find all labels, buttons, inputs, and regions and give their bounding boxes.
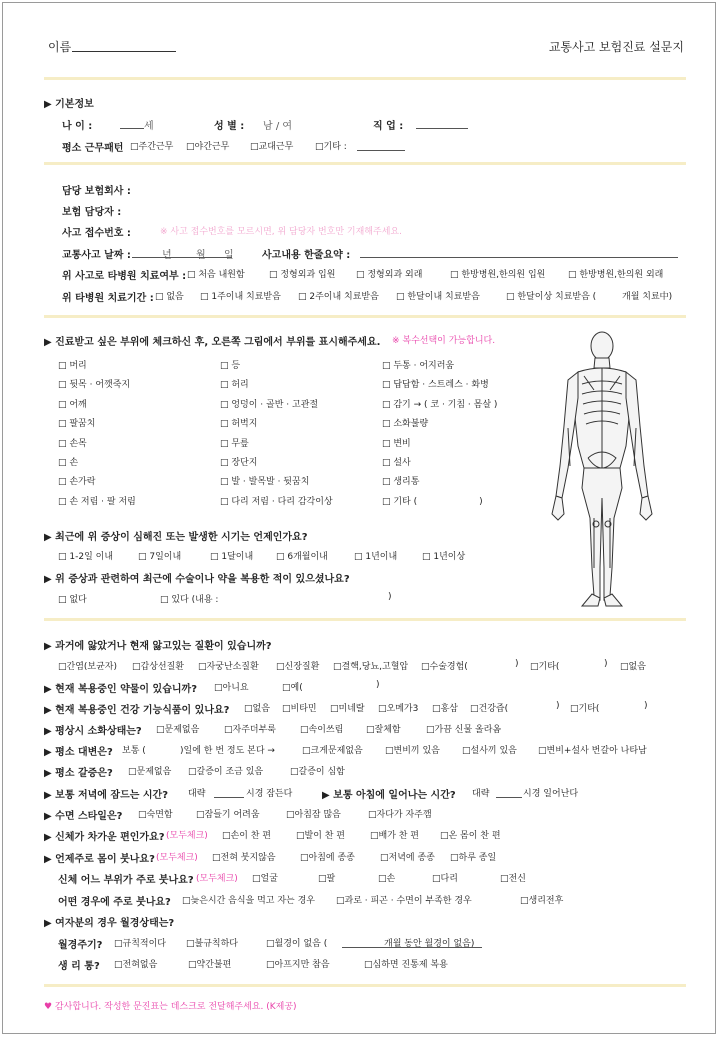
symptom-column-2	[220, 357, 333, 512]
stool-option[interactable]: □크게문제없음	[302, 746, 363, 756]
supplement-question: ▶ 현재 복용중인 건강 기능식품이 있나요?	[44, 705, 230, 716]
symptom-option[interactable]: □ 뒷목 · 어깻죽지	[58, 380, 131, 391]
cold-option[interactable]: □온 몸이 찬 편	[440, 831, 501, 841]
symptom-option[interactable]: □ 장단지	[220, 458, 258, 469]
age-field[interactable]	[120, 117, 144, 129]
multi-select-note: ※ 복수선택이 가능합니다.	[392, 336, 496, 346]
check-all-tag: (모두체크)	[156, 853, 198, 863]
case-number-note: ※ 사고 접수번호를 모르시면, 위 담당자 번호만 기재해주세요.	[160, 227, 402, 237]
symptom-option[interactable]: □ 답답함 · 스트레스 · 화병	[382, 380, 489, 391]
accident-date-label: 교통사고 날짜 :	[62, 250, 131, 261]
section-basic: ▶ 기본정보	[44, 99, 94, 110]
summary-field[interactable]	[360, 246, 678, 258]
disease-option[interactable]: □결핵,당뇨,고혈압	[333, 662, 409, 672]
separator	[44, 77, 686, 80]
separator	[44, 315, 686, 318]
symptom-option[interactable]: □ 팔꿈치	[58, 419, 96, 430]
period-option[interactable]: □ 한달이상 치료받음 (	[506, 292, 597, 302]
age-label: 나 이 :	[62, 121, 93, 132]
onset-option[interactable]: □ 1년이내	[354, 552, 398, 562]
symptom-option[interactable]: □ 머리	[58, 361, 87, 371]
period-pain-option[interactable]: □전혀없음	[114, 960, 158, 970]
separator	[44, 984, 686, 987]
symptom-column-1	[58, 357, 136, 512]
supplement-option[interactable]: □미네랄	[330, 704, 365, 714]
treatment-period-label: 위 타병원 치료기간 :	[62, 293, 154, 304]
cycle-option[interactable]: □불규칙하다	[186, 939, 238, 949]
period-months-suffix: 개월 치료中)	[622, 292, 673, 302]
supplement-option[interactable]: □건강즙(	[470, 704, 509, 714]
symptom-option[interactable]: □ 설사	[382, 458, 411, 469]
symptom-option[interactable]: □ 변비	[382, 438, 411, 449]
stool-option[interactable]: □변비+설사 번갈아 나타남	[538, 746, 647, 756]
job-label: 직 업 :	[373, 121, 404, 132]
cold-option[interactable]: □발이 찬 편	[296, 831, 346, 841]
period-option[interactable]: □ 1주이내 치료받음	[200, 292, 281, 302]
check-all-tag: (모두체크)	[166, 831, 208, 841]
paren-close: )	[644, 701, 648, 711]
onset-question: ▶ 최근에 위 증상이 심해진 또는 발생한 시기는 언제인가요?	[44, 532, 308, 543]
supplement-option[interactable]: □비타민	[282, 704, 317, 714]
period-pain-option[interactable]: □심하면 진통제 복용	[364, 960, 448, 970]
sleep-option[interactable]: □잠들기 어려움	[196, 810, 260, 820]
onset-option[interactable]: □ 1달이내	[210, 552, 254, 562]
thirst-question: ▶ 평소 갈증은?	[44, 768, 113, 779]
work-option[interactable]: □주간근무	[130, 142, 174, 152]
waketime-field[interactable]	[496, 786, 522, 798]
cold-question: ▶ 신체가 차가운 편인가요?	[44, 832, 165, 843]
supplement-option[interactable]: □기타(	[570, 704, 600, 714]
bedtime-prefix: 대략	[188, 789, 206, 799]
supplement-option[interactable]: □홍삼	[432, 704, 458, 714]
symptom-option[interactable]: □ 어깨	[58, 399, 87, 410]
surgery-option-no[interactable]: □ 없다	[58, 595, 87, 605]
symptom-option[interactable]: □ 허리	[220, 380, 249, 391]
digestion-option[interactable]: □속이쓰림	[300, 725, 344, 735]
check-all-tag: (모두체크)	[196, 874, 238, 884]
digestion-option[interactable]: □자주더부룩	[224, 725, 276, 735]
work-option[interactable]: □야간근무	[186, 142, 230, 152]
medication-option[interactable]: □아니요	[214, 683, 249, 693]
sleep-option[interactable]: □아침잠 많음	[286, 810, 341, 820]
paren-close: )	[556, 701, 560, 711]
thirst-option[interactable]: □갈증이 심함	[290, 767, 345, 777]
separator	[44, 162, 686, 165]
bedtime-unit: 시경 잠든다	[246, 789, 293, 799]
other-hospital-option[interactable]: □ 한방병원,한의원 입원	[450, 270, 546, 280]
symptom-option[interactable]: □ 발 · 발목발 · 뒷꿈치	[220, 477, 310, 488]
cold-option[interactable]: □손이 찬 편	[222, 831, 272, 841]
stool-option[interactable]: □변비끼 있음	[385, 746, 440, 756]
summary-label: 사고내용 한줄요약 :	[262, 250, 351, 261]
symptom-column-3	[382, 357, 497, 512]
case-number-label: 사고 접수번호 :	[62, 228, 131, 239]
footer-thanks: ♥ 감사합니다. 작성한 문진표는 데스크로 전달해주세요. (K제공)	[44, 1002, 297, 1012]
swelling-question: ▶ 언제주로 몸이 붓나요?	[44, 854, 155, 865]
waketime-prefix: 대략	[472, 789, 490, 799]
other-hospital-option[interactable]: □ 한방병원,한의원 외래	[568, 270, 664, 280]
thirst-option[interactable]: □문제없음	[128, 767, 172, 777]
period-option[interactable]: □ 한달이내 치료받음	[396, 292, 480, 302]
symptom-other-close: )	[479, 496, 483, 507]
work-label: 평소 근무패턴	[62, 143, 124, 154]
accident-date-field[interactable]	[132, 246, 232, 258]
period-pain-option[interactable]: □아프지만 참음	[266, 960, 330, 970]
period-pain-question: 생 리 통?	[58, 961, 100, 972]
swelling-area-option[interactable]: □팔	[318, 874, 336, 884]
swelling-when-option[interactable]: □과로 · 피곤 · 수면이 부족한 경우	[336, 896, 472, 906]
symptom-option[interactable]: □ 손목	[58, 438, 87, 449]
date-unit-month: 월	[196, 250, 206, 261]
disease-question: ▶ 과거에 앓았거나 현재 앓고있는 질환이 있습니까?	[44, 641, 272, 652]
bedtime-field[interactable]	[214, 786, 244, 798]
thirst-option[interactable]: □갈증이 조금 있음	[188, 767, 264, 777]
cycle-question: 월경주기?	[58, 940, 103, 951]
supplement-option[interactable]: □오메가3	[378, 704, 419, 714]
medication-question: ▶ 현재 복용중인 약물이 있습니까?	[44, 684, 197, 695]
symptom-option[interactable]: □ 감기 → ( 코 · 기침 · 몸살 )	[382, 399, 498, 410]
swelling-option[interactable]: □저녁에 종종	[380, 853, 435, 863]
cold-option[interactable]: □배가 찬 편	[370, 831, 420, 841]
separator	[44, 618, 686, 621]
period-pain-option[interactable]: □약간불편	[188, 960, 232, 970]
surgery-option-yes[interactable]: □ 있다 (내용 :	[160, 595, 219, 605]
work-other-field[interactable]	[357, 139, 405, 151]
swelling-when-option[interactable]: □늦은시간 음식을 먹고 자는 경우	[182, 896, 315, 906]
digestion-question: ▶ 평상시 소화상태는?	[44, 726, 142, 737]
swelling-area-option[interactable]: □손	[378, 874, 396, 884]
symptom-option[interactable]: □ 엉덩이 · 골반 · 고관절	[220, 399, 319, 410]
symptom-option[interactable]: □ 다리 저림 · 다리 감각이상	[220, 496, 333, 507]
waketime-unit: 시경 일어난다	[523, 789, 579, 799]
symptom-option[interactable]: □ 두통 · 어지러움	[382, 361, 455, 371]
swelling-area-option[interactable]: □얼굴	[252, 874, 278, 884]
name-field[interactable]	[72, 51, 176, 52]
form-title: 교통사고 보험진료 설문지	[548, 40, 684, 54]
swelling-area-option[interactable]: □전신	[500, 874, 526, 884]
waketime-question: ▶ 보통 아침에 일어나는 시간?	[322, 790, 456, 801]
swelling-when-question: 어떤 경우에 주로 붓나요?	[58, 897, 171, 908]
paren-close: )	[376, 680, 380, 690]
symptom-option[interactable]: □ 손가락	[58, 477, 96, 488]
cycle-option[interactable]: □월경이 없음 (	[266, 939, 328, 949]
age-unit: 세	[144, 121, 154, 132]
stool-option[interactable]: □설사끼 있음	[462, 746, 517, 756]
period-option[interactable]: □ 없음	[155, 292, 184, 302]
surgery-question: ▶ 위 증상과 관련하여 최근에 수술이나 약을 복용한 적이 있으셨나요?	[44, 574, 350, 585]
symptom-option[interactable]: □ 등	[220, 361, 241, 371]
swelling-option[interactable]: □전혀 붓지않음	[212, 853, 276, 863]
insurance-company-label: 담당 보험회사 :	[62, 186, 131, 197]
paren-close: )	[515, 659, 519, 669]
digestion-option[interactable]: □잘체함	[366, 725, 401, 735]
other-hospital-option[interactable]: □ 정형외과 입원	[269, 270, 336, 280]
other-hospital-option[interactable]: □ 처음 내원함	[187, 270, 245, 280]
cycle-months-suffix: 개월 동안 월경이 없음)	[384, 939, 475, 949]
surgery-detail-close: )	[388, 592, 392, 602]
body-diagram-back[interactable]	[548, 328, 656, 610]
digestion-option[interactable]: □문제없음	[156, 725, 200, 735]
medication-option[interactable]: □예(	[282, 683, 303, 693]
sleep-question: ▶ 수면 스타일은?	[44, 811, 123, 822]
other-hospital-label: 위 사고로 타병원 치료여부 :	[62, 271, 187, 282]
women-question: ▶ 여자분의 경우 월경상태는?	[44, 918, 175, 929]
symptom-option[interactable]: □ 손	[58, 458, 79, 469]
disease-option[interactable]: □없음	[620, 662, 646, 672]
digestion-option[interactable]: □가끔 신물 올라옴	[426, 725, 502, 735]
cycle-option[interactable]: □규칙적이다	[114, 939, 166, 949]
symptom-option[interactable]: □ 소화불량	[382, 419, 429, 430]
sleep-option[interactable]: □자다가 자주깸	[368, 810, 432, 820]
swelling-area-question: 신체 어느 부위가 주로 붓나요?	[58, 875, 194, 886]
stool-middle: )일에 한 번 정도 본다 →	[180, 746, 275, 756]
gender-options[interactable]: 남 / 여	[263, 121, 293, 132]
swelling-when-option[interactable]: □생리전후	[520, 896, 564, 906]
work-option[interactable]: □기타 :	[315, 142, 347, 152]
date-unit-year: 년	[162, 250, 172, 261]
supplement-option[interactable]: □없음	[244, 704, 270, 714]
disease-option[interactable]: □갑상선질환	[132, 662, 184, 672]
stool-question: ▶ 평소 대변은?	[44, 747, 113, 758]
symptom-option[interactable]: □ 무릎	[220, 438, 249, 449]
bedtime-question: ▶ 보통 저녁에 잠드는 시간?	[44, 790, 169, 801]
period-option[interactable]: □ 2주이내 치료받음	[298, 292, 379, 302]
onset-option[interactable]: □ 6개월이내	[276, 552, 328, 562]
paren-close: )	[604, 659, 608, 669]
disease-option[interactable]: □자궁난소질환	[198, 662, 259, 672]
sleep-option[interactable]: □숙면함	[138, 810, 173, 820]
gender-label: 성 별 :	[214, 121, 245, 132]
onset-option[interactable]: □ 1-2일 이내	[58, 552, 114, 562]
job-field[interactable]	[416, 117, 468, 129]
name-label: 이름	[48, 40, 72, 54]
insurance-manager-label: 보험 담당자 :	[62, 207, 122, 218]
disease-option[interactable]: □기타(	[530, 662, 560, 672]
stool-prefix: 보통 (	[122, 746, 146, 756]
symptoms-question: ▶ 진료받고 싶은 부위에 체크하신 후, 오른쪽 그림에서 부위를 표시해주세요.	[44, 337, 381, 348]
onset-option[interactable]: □ 7일이내	[138, 552, 182, 562]
disease-option[interactable]: □간염(보균자)	[58, 662, 117, 672]
date-unit-day: 일	[224, 250, 234, 261]
symptom-option[interactable]: □ 기타 (	[382, 496, 418, 507]
work-option[interactable]: □교대근무	[250, 142, 294, 152]
disease-option[interactable]: □신장질환	[276, 662, 320, 672]
disease-option[interactable]: □수술경험(	[421, 662, 468, 672]
symptom-option[interactable]: □ 손 저림 · 팔 저림	[58, 496, 136, 507]
symptom-option[interactable]: □ 허벅지	[220, 419, 258, 430]
onset-option[interactable]: □ 1년이상	[422, 552, 466, 562]
swelling-option[interactable]: □하루 종일	[450, 853, 497, 863]
swelling-option[interactable]: □아침에 종종	[300, 853, 355, 863]
symptom-option[interactable]: □ 생리통	[382, 477, 420, 488]
swelling-area-option[interactable]: □다리	[432, 874, 458, 884]
other-hospital-option[interactable]: □ 정형외과 외래	[356, 270, 423, 280]
